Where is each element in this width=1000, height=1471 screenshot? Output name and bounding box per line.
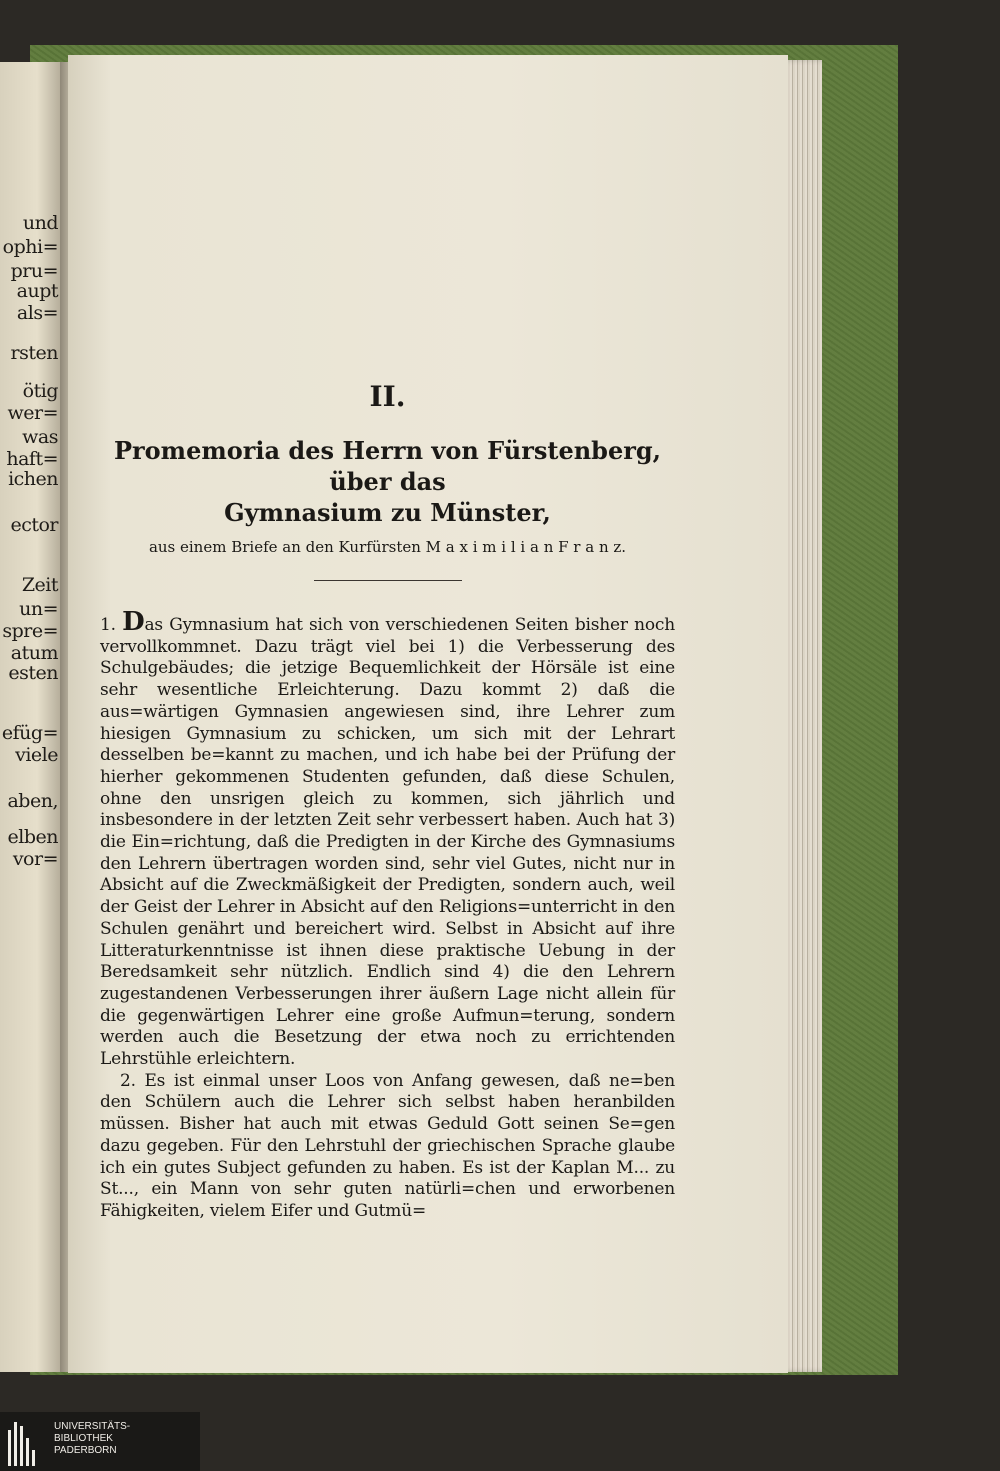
- left-page-fragment: und: [22, 212, 58, 234]
- left-page-fragment: ophi=: [2, 236, 58, 258]
- left-page-fragment: ichen: [8, 468, 58, 490]
- left-page-fragment: spre=: [2, 620, 58, 642]
- left-page-fragment: als=: [16, 302, 58, 324]
- library-footer: [0, 1412, 200, 1471]
- page-content: [100, 380, 675, 1223]
- left-page-fragment: Zeit: [21, 574, 58, 596]
- left-page-fragment: elben: [7, 826, 58, 848]
- left-page-fragment: efüg=: [1, 722, 58, 744]
- paragraph-1: [100, 607, 675, 1071]
- left-page-fragment: haft=: [6, 448, 58, 470]
- library-name: [54, 1421, 130, 1457]
- subtitle: aus einem Briefe an den Kurfürsten M a x i m i l i a n F r a n z.: [148, 538, 627, 556]
- paragraph-number: 1.: [100, 615, 123, 635]
- left-page-fragment: was: [22, 426, 58, 448]
- left-page-fragment: ector: [10, 514, 58, 536]
- left-page-fragment: wer=: [7, 402, 58, 424]
- library-logo-icon: [8, 1422, 48, 1466]
- left-page-fragment: rsten: [10, 342, 58, 364]
- left-page: [0, 62, 62, 1372]
- left-page-fragment: esten: [8, 662, 58, 684]
- left-page-fragment: aupt: [16, 280, 58, 302]
- library-name-line: BIBLIOTHEK: [54, 1433, 113, 1444]
- paragraph-text: as Gymnasium hat sich von verschiedenen Seiten bisher noch vervollkommnet. Dazu trägt viel bei 1) die Verbesserung des Schulgebäudes; die jetzige Bequemlichkeit der Hörsäle ist eine sehr wesentliche Erleichterung. Dazu kommt 2) daß die aus=wärtigen Gymnasien angewiesen sind, ihre Lehrer zum hiesigen Gymnasium zu schicken, um sich mit der Lehrart desselben be=kannt zu machen, und ich habe bei der Prüfung der hierher gekommenen Studenten gefunden, daß diese Schulen, ohne den unsrigen gleich zu kommen, sich jährlich und insbesondere in der letzten Zeit sehr verbessert haben. Auch hat 3) die Ein=richtung, daß die Predigten in der Kirche des Gymnasiums den Lehrern übertragen worden sind, sehr viel Gutes, nicht nur in Absicht auf die Zweckmäßigkeit der Predigten, sondern auch, weil der Geist der Lehrer in Absicht auf den Religions=unterricht in den Schulen genährt und bereichert wird. Selbst in Absicht auf ihre Litteraturkenntnisse ist ihnen diese praktische Uebung in der Beredsamkeit sehr nützlich. Endlich sind 4) die den Lehrern zugestandenen Verbesserungen ihrer äußern Lage nicht allein für die gegenwärtigen Lehrer eine große Aufmun=terung, sondern werden auch die Besetzung der etwa noch zu errichtenden Lehrstühle erleichtern.: [100, 615, 675, 1070]
- left-page-fragment: viele: [15, 744, 58, 766]
- library-name-line: UNIVERSITÄTS-: [54, 1421, 131, 1432]
- left-page-fragment: atum: [10, 642, 58, 664]
- library-name-line: PADERBORN: [54, 1445, 117, 1456]
- left-page-fragment: un=: [19, 598, 58, 620]
- left-page-fragment: vor=: [12, 848, 58, 870]
- divider-rule: [314, 580, 462, 581]
- left-page-fragment: aben,: [7, 790, 58, 812]
- left-page-fragment: pru=: [10, 260, 58, 282]
- drop-cap: D: [122, 607, 145, 637]
- paragraph-2: 2. Es ist einmal unser Loos von Anfang gewesen, daß ne=ben den Schülern auch die Lehrer sich selbst haben heranbilden müssen. Bisher hat auch mit etwas Geduld Gott seinen Se=gen dazu gegeben. Für den Lehrstuhl der griechischen Sprache glaube ich ein gutes Subject gefunden zu haben. Es ist der Kaplan M... zu St..., ein Mann von sehr guten natürli=chen und erworbenen Fähigkeiten, vielem Eifer und Gutmü=: [100, 1070, 675, 1221]
- left-page-fragment: ötig: [22, 380, 58, 402]
- section-numeral: II.: [369, 380, 406, 413]
- title-line: Gymnasium zu Münster,: [224, 498, 551, 527]
- title-line: Promemoria des Herrn von Fürstenberg, über das: [113, 436, 661, 496]
